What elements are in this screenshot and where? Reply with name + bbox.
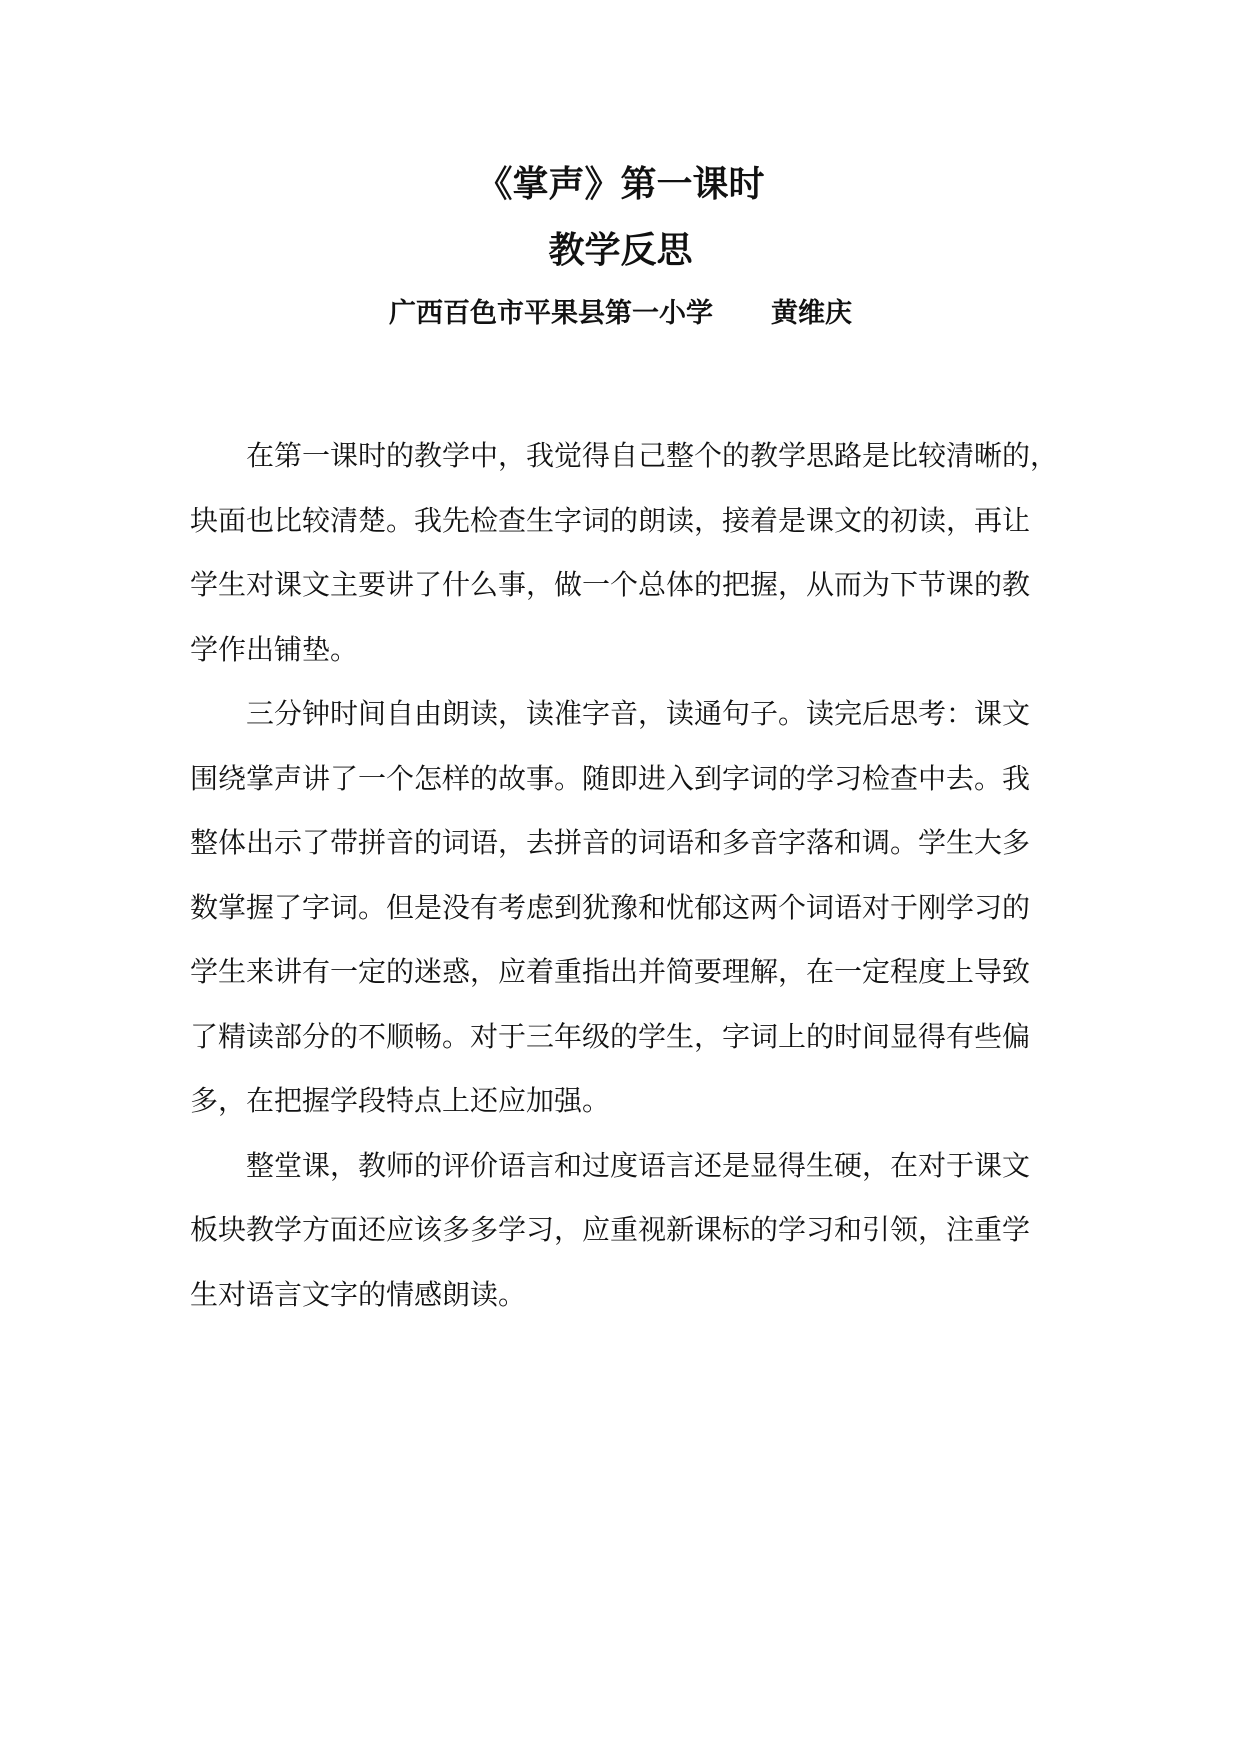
paragraph-line: 数掌握了字词。但是没有考虑到犹豫和忧郁这两个词语对于刚学习的 [190,890,1031,924]
paragraph-line: 学生来讲有一定的迷惑，应着重指出并简要理解，在一定程度上导致 [190,955,1031,988]
paragraph-line: 板块教学方面还应该多多学习，应重视新课标的学习和引领，注重学 [190,1213,1031,1246]
paragraph-line: 块面也比较清楚。我先检查生字词的朗读，接着是课文的初读，再让 [190,503,1031,537]
byline [0,296,1241,332]
paragraph-line: 三分钟时间自由朗读，读准字音，读通句子。读完后思考：课文 [246,697,1031,730]
byline-author: 黄维庆 [771,298,852,329]
paragraph-line: 围绕掌声讲了一个怎样的故事。随即进入到字词的学习检查中去。我 [190,761,1031,795]
document-subtitle: 教学反思 [548,229,693,271]
paragraph-line: 生对语言文字的情感朗读。 [190,1277,527,1311]
paragraph-line: 在第一课时的教学中，我觉得自己整个的教学思路是比较清晰的， [246,439,1059,472]
paragraph-line: 整堂课，教师的评价语言和过度语言还是显得生硬，在对于课文 [246,1148,1031,1182]
paragraph-line: 整体出示了带拼音的词语，去拼音的词语和多音字落和调。学生大多 [190,826,1031,859]
byline-school: 广西百色市平果县第一小学 [389,298,713,329]
paragraph-line: 学生对课文主要讲了什么事，做一个总体的把握，从而为下节课的教 [190,568,1031,601]
document-title: 《掌声》第一课时 [476,163,765,205]
paragraph-line: 多，在把握学段特点上还应加强。 [190,1084,611,1117]
document-body [190,424,1090,1327]
paragraph-line: 了精读部分的不顺畅。对于三年级的学生，字词上的时间显得有些偏 [190,1019,1031,1053]
paragraph-line: 学作出铺垫。 [190,632,359,666]
